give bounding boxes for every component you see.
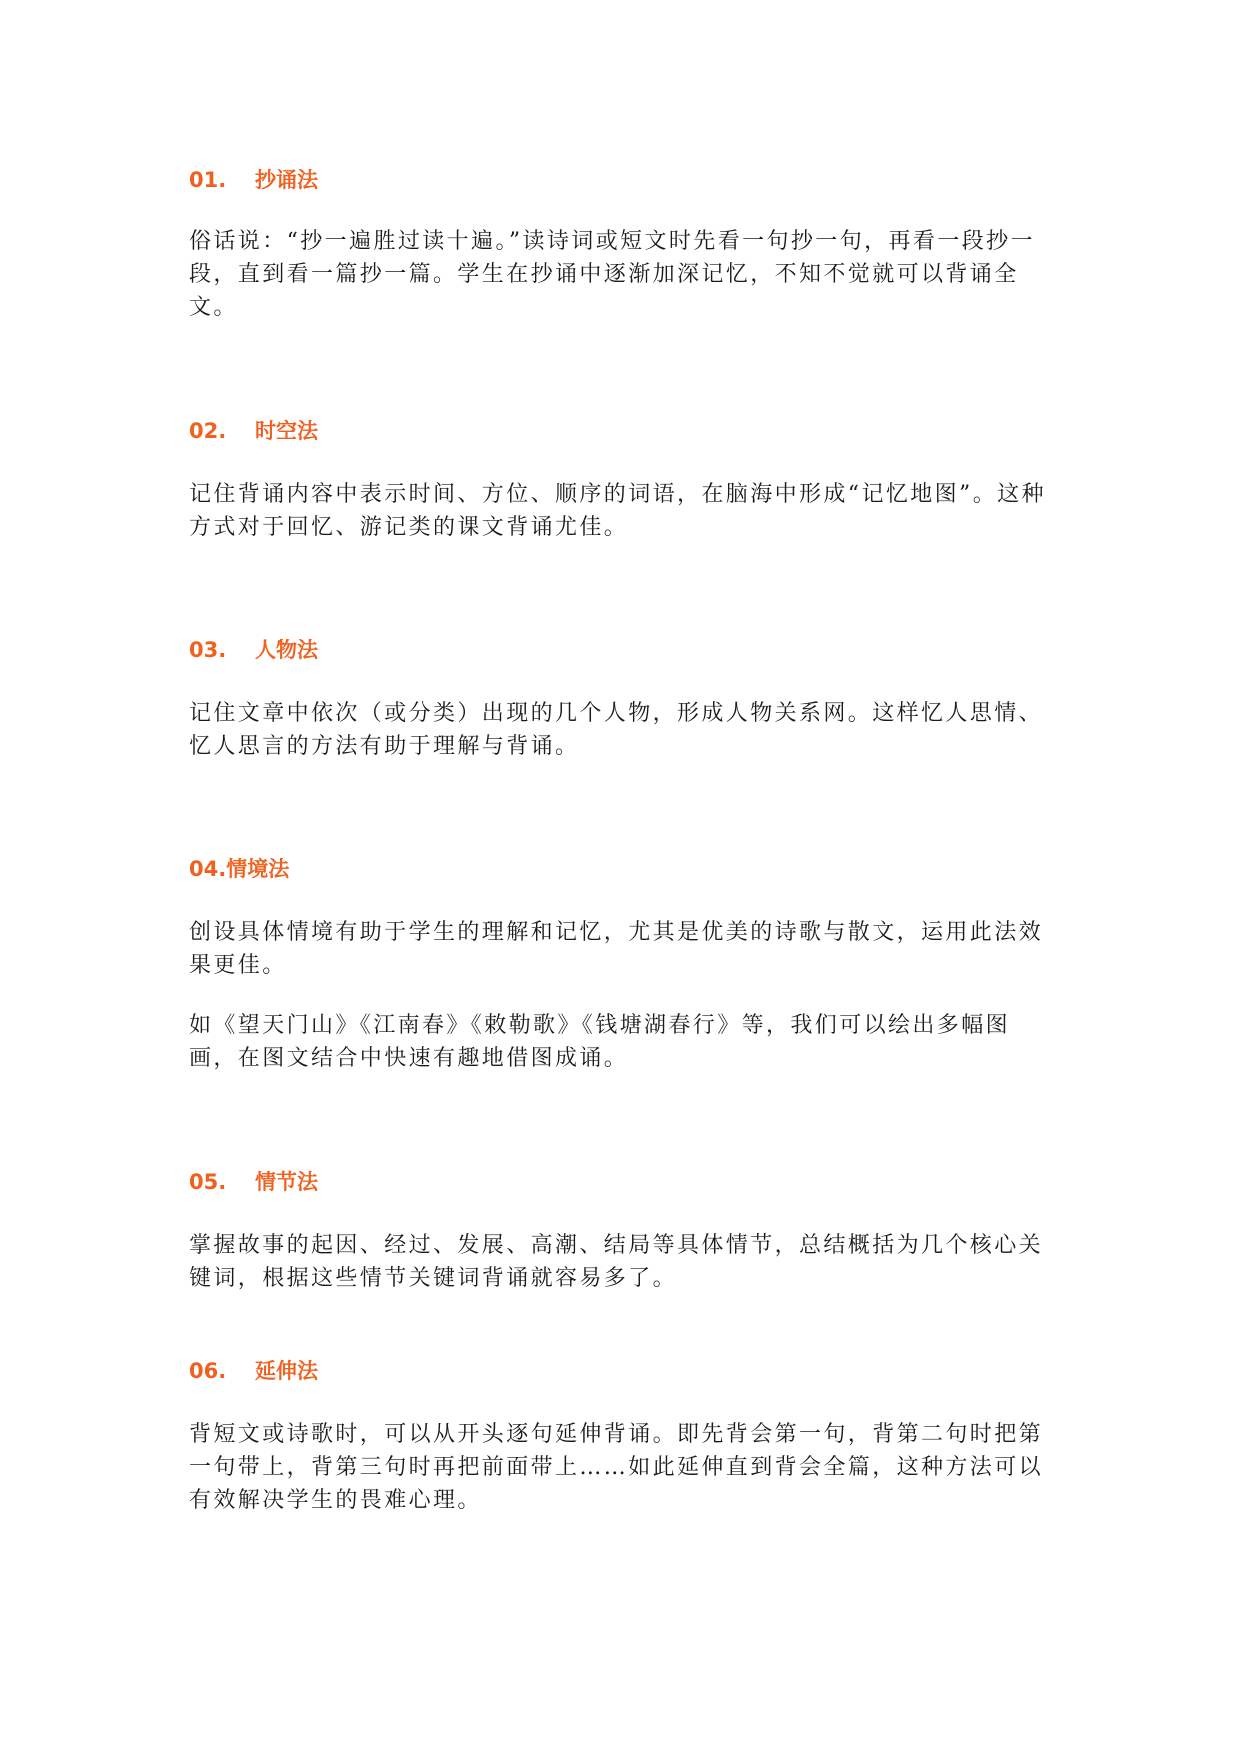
section-paragraph: 如《望天门山》《江南春》《敕勒歌》《钱塘湖春行》等，我们可以绘出多幅图画，在图文结合中快速有趣地借图成诵。 [189,1013,1011,1071]
section-paragraph: 创设具体情境有助于学生的理解和记忆，尤其是优美的诗歌与散文，运用此法效果更佳。 [189,920,1044,978]
section-title: 抄诵法 [255,168,318,192]
section-heading-01 [189,164,318,196]
section-paragraph: 记住背诵内容中表示时间、方位、顺序的词语，在脑海中形成“记忆地图”。这种方式对于回忆、游记类的课文背诵尤佳。 [189,482,1046,540]
section-heading-04 [189,853,289,885]
section-title: 情境法 [226,857,290,881]
section-number: 06. [189,1359,227,1383]
section-title: 延伸法 [255,1359,318,1383]
section-title: 时空法 [255,419,318,443]
section-number: 04. [189,857,227,881]
section-heading-06 [189,1355,318,1387]
section-paragraph: 掌握故事的起因、经过、发展、高潮、结局等具体情节，总结概括为几个核心关键词，根据这些情节关键词背诵就容易多了。 [189,1233,1044,1291]
section-paragraph: 俗话说：“抄一遍胜过读十遍。”读诗词或短文时先看一句抄一句，再看一段抄一段，直到看一篇抄一篇。学生在抄诵中逐渐加深记忆，不知不觉就可以背诵全文。 [189,229,1035,320]
section-paragraph: 记住文章中依次（或分类）出现的几个人物，形成人物关系网。这样忆人思情、忆人思言的方法有助于理解与背诵。 [189,701,1044,759]
section-number: 05. [189,1170,227,1194]
section-heading-03 [189,634,318,666]
section-number: 02. [189,419,227,443]
section-paragraph: 背短文或诗歌时，可以从开头逐句延伸背诵。即先背会第一句，背第二句时把第一句带上，背第三句时再把前面带上……如此延伸直到背会全篇，这种方法可以有效解决学生的畏难心理。 [189,1422,1044,1513]
section-title: 情节法 [255,1170,318,1194]
section-heading-05 [189,1166,318,1198]
section-title: 人物法 [255,638,318,662]
section-heading-02 [189,415,318,447]
section-number: 03. [189,638,227,662]
section-number: 01. [189,168,227,192]
